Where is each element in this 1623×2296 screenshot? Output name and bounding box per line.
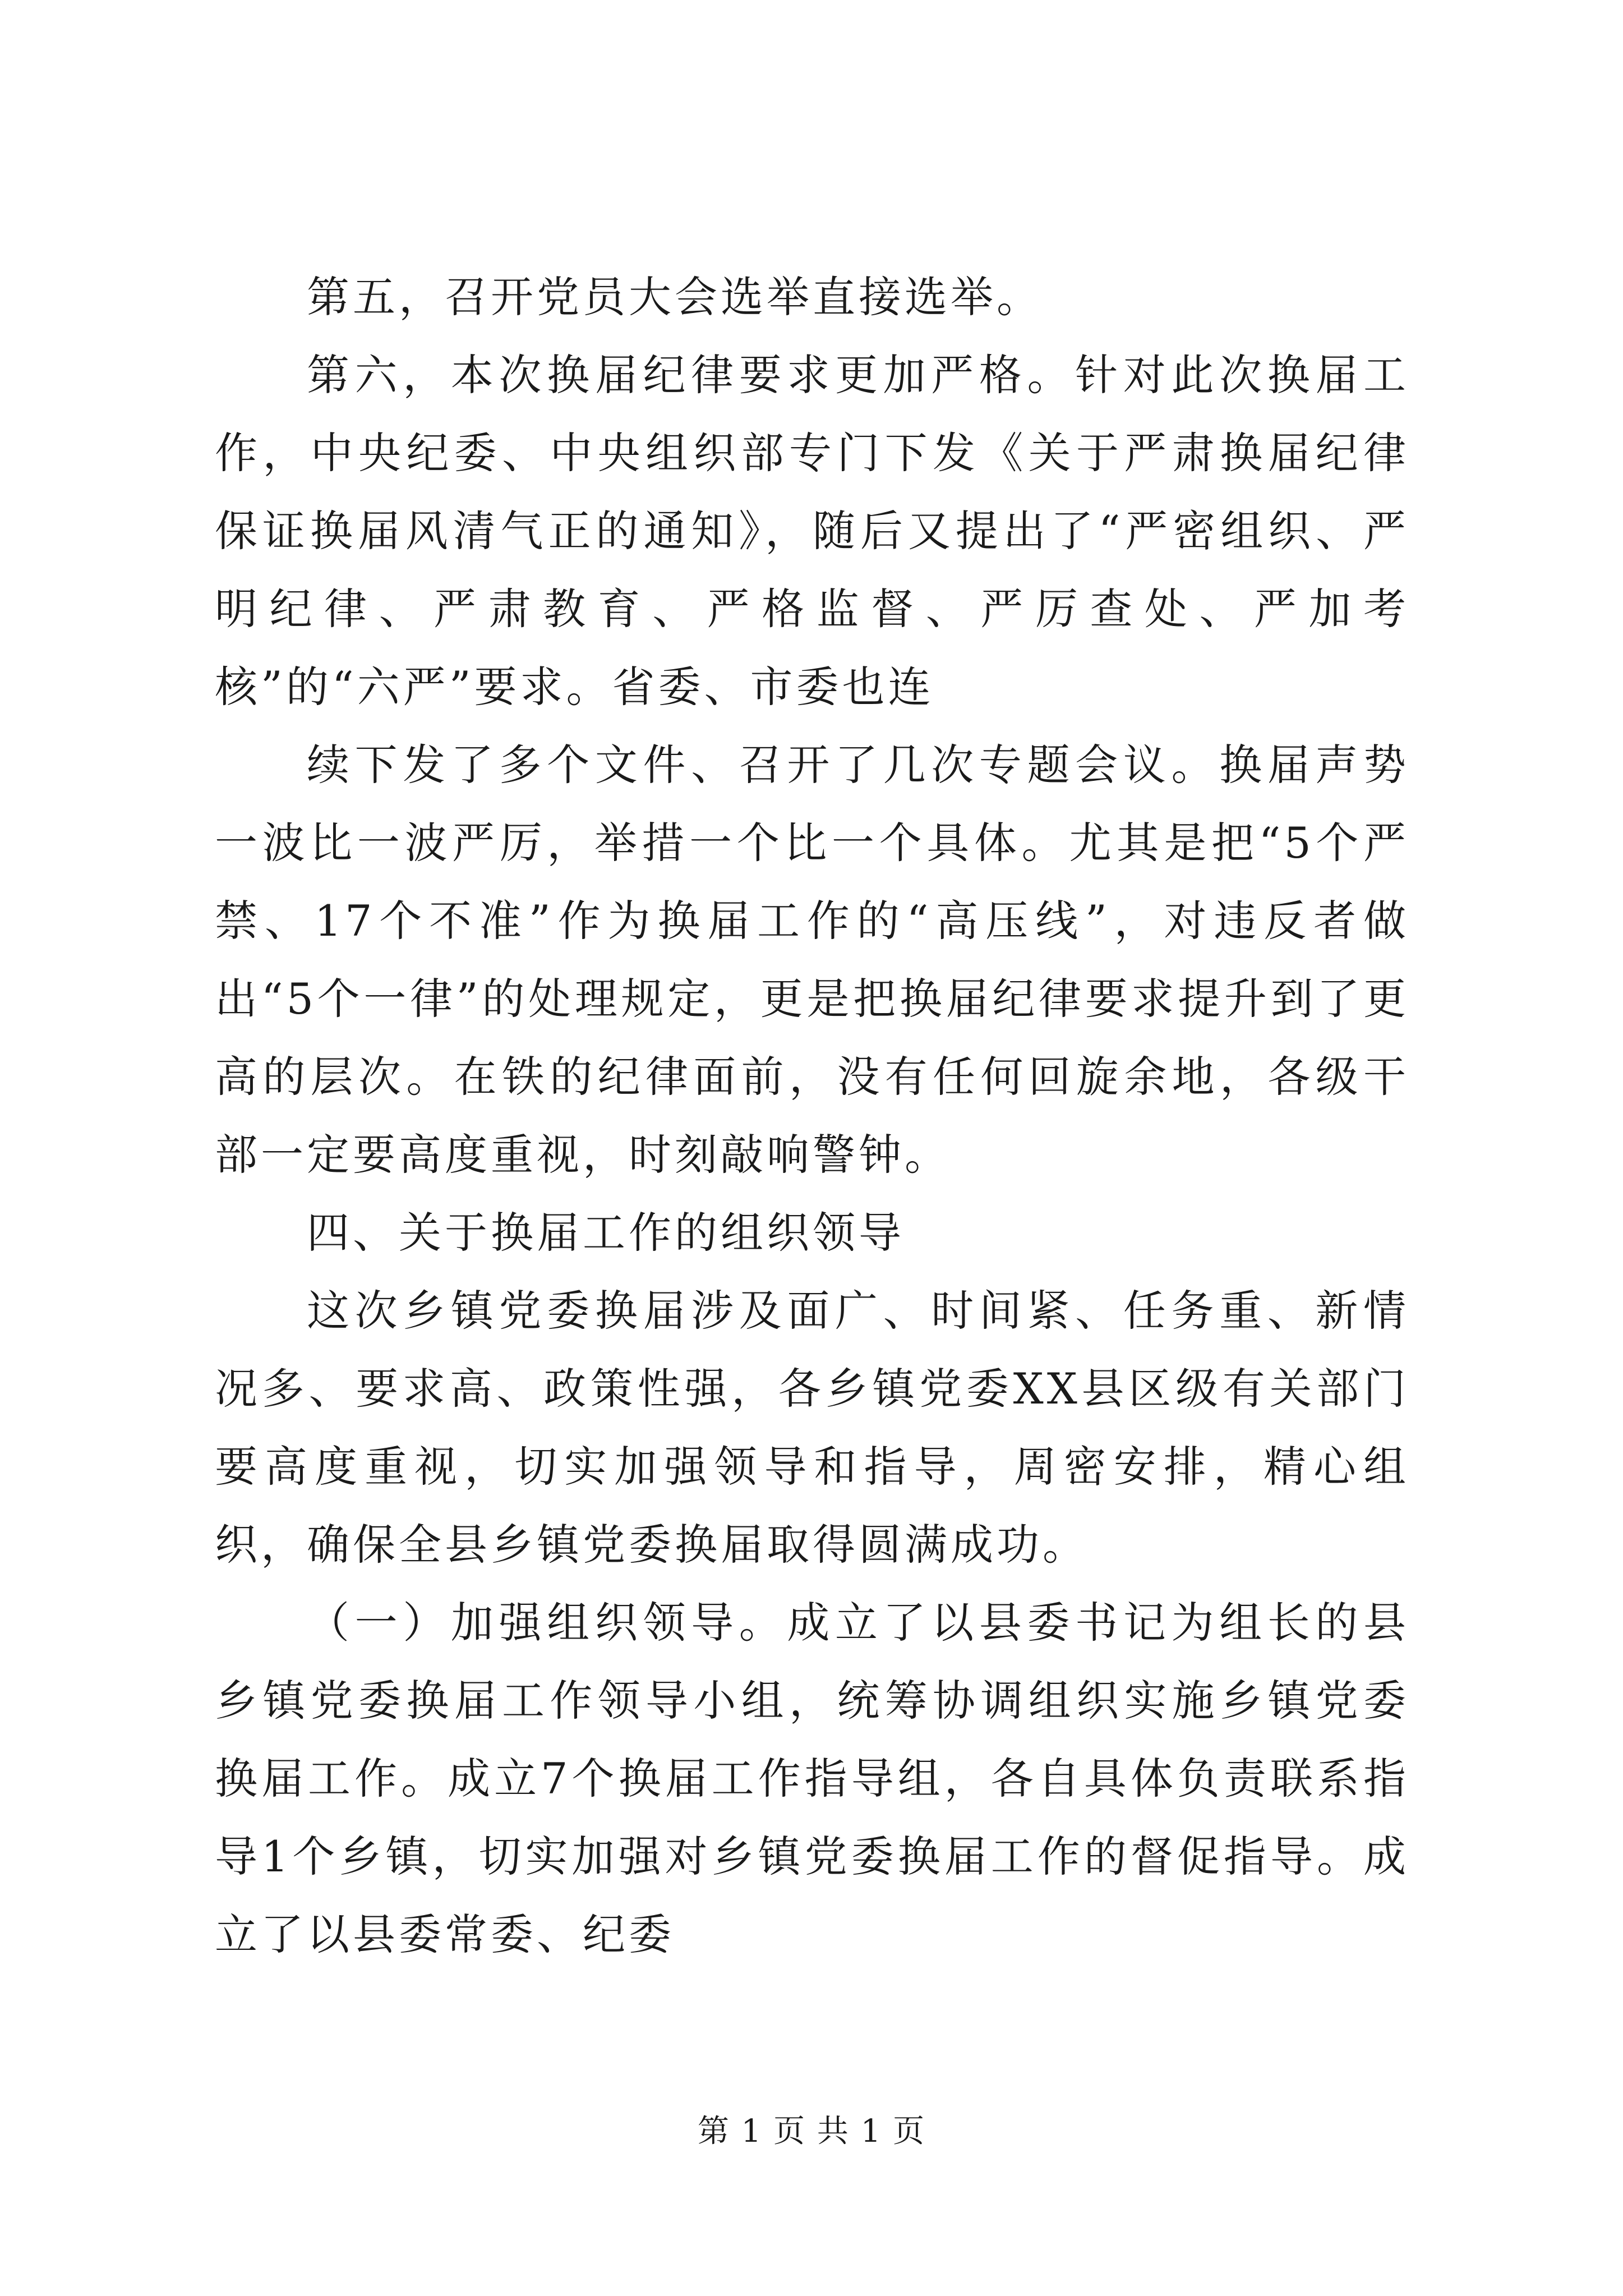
paragraph-strengthen-leadership: （一）加强组织领导。成立了以县委书记为组长的县乡镇党委换届工作领导小组，统筹协调组织实施乡镇党委换届工作。成立7个换届工作指导组，各自具体负责联系指导1个乡镇，切实加强对乡镇党委换届工作的督促指导。成立了以县委常委、纪委 xyxy=(215,1598,1409,1959)
document-body xyxy=(215,258,1409,1973)
paragraph-continuation: 续下发了多个文件、召开了几次专题会议。换届声势一波比一波严厉，举措一个比一个具体。尤其是把“5个严禁、17个不准”作为换届工作的“高压线”，对违反者做出“5个一律”的处理规定，更是把换届纪律要求提升到了更高的层次。在铁的纪律面前，没有任何回旋余地，各级干部一定要高度重视，时刻敲响警钟。 xyxy=(215,740,1409,1180)
paragraph-point-five: 第五，召开党员大会选举直接选举。 xyxy=(307,272,1043,322)
paragraph-point-six: 第六，本次换届纪律要求更加严格。针对此次换届工作，中央纪委、中央组织部专门下发《关于严肃换届纪律保证换届风清气正的通知》，随后又提出了“严密组织、严明纪律、严肃教育、严格监督、严厉查处、严加考核”的“六严”要求。省委、市委也连 xyxy=(215,350,1409,712)
section-heading-organization: 四、关于换届工作的组织领导 xyxy=(307,1208,905,1258)
paragraph-organization-intro: 这次乡镇党委换届涉及面广、时间紧、任务重、新情况多、要求高、政策性强，各乡镇党委XX县区级有关部门要高度重视，切实加强领导和指导，周密安排，精心组织，确保全县乡镇党委换届取得圆满成功。 xyxy=(215,1286,1409,1570)
page-footer: 第 1 页 共 1 页 xyxy=(697,2113,926,2150)
